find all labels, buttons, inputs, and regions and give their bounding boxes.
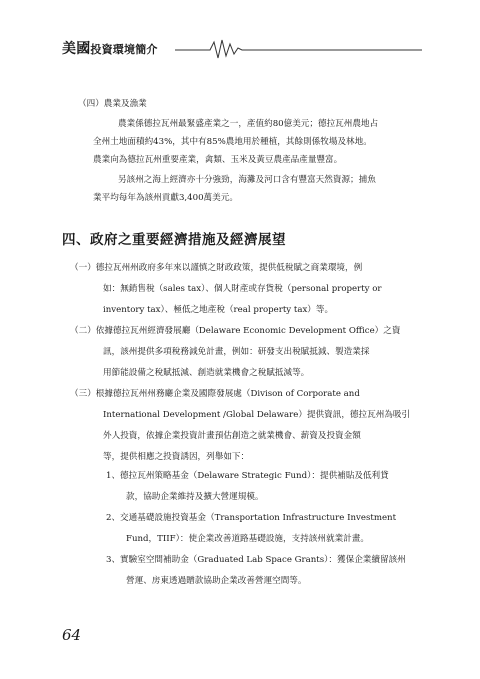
list-item-line: （三）根據德拉瓦州州務廳企業及國際發展處（Divison of Corporate and (70, 389, 360, 399)
list-item-line: International Development /Global Delaware）提供資訊，德拉瓦州為吸引 (103, 410, 411, 420)
header-brand: 美國 (62, 41, 91, 57)
list-item-line: 外人投資，依據企業投資計畫預估創造之就業機會、薪資及投資金額 (103, 431, 361, 441)
sub-list-item-line: 2、交通基礎設施投資基金（Transportation Infrastructure Investment (106, 513, 397, 523)
list-item-line: 等，提供相應之投資誘因，列舉如下： (103, 452, 250, 462)
section-title: 四、政府之重要經濟措施及經濟展望 (62, 232, 286, 248)
list-item-line: 如：無銷售稅（sales tax）、個人財產或存貨稅（personal property or (103, 284, 382, 294)
list-item-line: （二）依據德拉瓦州經濟發展廳（Delaware Economic Development Office）之資 (70, 326, 401, 336)
list-item-line: 用節能設備之稅賦抵減、創造就業機會之稅賦抵減等。 (103, 368, 310, 378)
header-heartbeat-line (62, 36, 422, 60)
page-number: 64 (62, 626, 82, 644)
list-item-line: inventory tax）、極低之地產稅（real property tax）等。 (103, 305, 334, 315)
paragraph-line: 另該州之海上經濟亦十分強勁，海灘及河口含有豐富天然資源；捕魚 (118, 175, 376, 185)
sub-list-item-line: 1、德拉瓦州策略基金（Delaware Strategic Fund）：提供補貼及低利貸 (106, 471, 389, 481)
paragraph-line: 全州土地面積約43%，其中有85%農地用於種植，其餘則係牧場及林地。 (93, 137, 372, 147)
sub-list-item-line: 營運、房東透過贈款協助企業改善營運空間等。 (126, 576, 307, 586)
list-item-line: 訊，該州提供多項稅務減免計畫，例如：研發支出稅賦抵減、製造業採 (103, 347, 370, 357)
sub-list-item-line: 款，協助企業維持及擴大營運規模。 (126, 492, 264, 502)
paragraph-line: 農業係德拉瓦州最緊盛產業之一，產值約80億美元；德拉瓦州農地占 (118, 119, 379, 129)
subsection-heading: （四）農業及漁業 (78, 99, 147, 109)
sub-list-item-line: Fund，TIIF）：使企業改善道路基礎設施，支持該州就業計畫。 (126, 534, 369, 544)
sub-list-item-line: 3、實驗室空間補助金（Graduated Lab Space Grants）：獲保企業續留該州 (106, 555, 406, 565)
list-item-line: （一）德拉瓦州州政府多年來以謹慎之財政政策，提供低稅賦之商業環境，例 (70, 263, 363, 273)
paragraph-line: 農業向為德拉瓦州重要產業，禽類、玉米及黃豆農產品產量豐富。 (93, 155, 343, 165)
paragraph-line: 業平均每年為該州貢獻3,400萬美元。 (93, 193, 238, 203)
header-title-text: 投資環境簡介 (90, 43, 158, 56)
